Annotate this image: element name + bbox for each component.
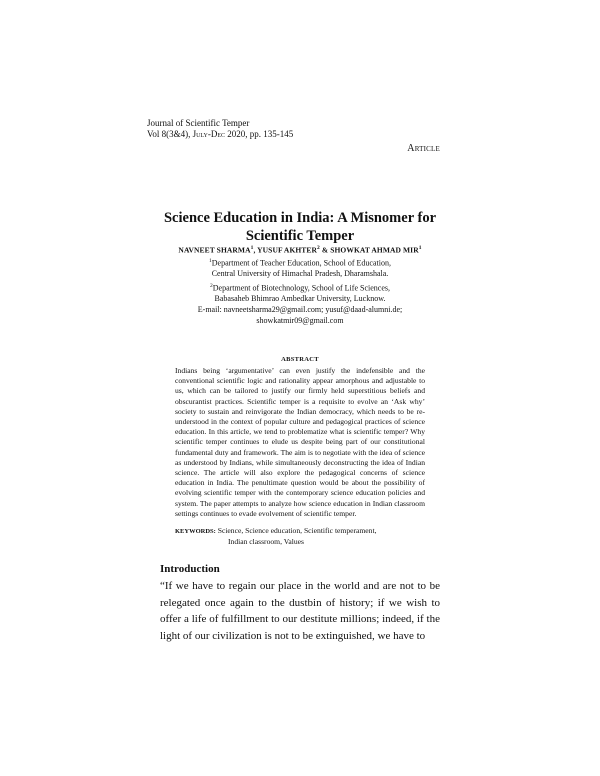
affiliation-1: $^1$Department of Teacher Education, School of Education, Central University of Himachal Pradesh, Dharamshala.: [209, 258, 391, 279]
affiliation-2: $^2$Department of Biotechnology, School of Life Sciences, Babasaheb Bhimrao Ambedkar University, Lucknow.: [210, 283, 390, 304]
journal-volume: Vol 8(3&4), July-Dec 2020, pp. 135-145: [147, 129, 294, 139]
abstract-text: Indians being ‘argumentative’ can even justify the indefensible and the conventional scientific logic and rationality appear amorphous and adjustable to us, which can be tailored to justify our firmly held superstitious beliefs and obscurantist practices. Scientific temper is a requisite to evolve an ‘Ask why’ society to sustain and reinvigorate the Indian democracy, which needs to be re-understood in the context of popular culture and pedagogical practices of science education. In this article, we tend to problematize what is scientific temper? Why scientific temper continues to elude us despite being part of our constitutional fundamental duty and framework. The aim is to negotiate with the idea of science as understood by Indians, while simultaneously deconstructing the idea of Indian science. The article will also explore the pedagogical concerns of science education in India. The penultimate question would be about the possibility of evolving scientific temper with the contemporary science education policies and system. The paper attempts to analyze how science education in Indian classroom settings continues to evade evolvement of scientific temper.: [175, 366, 425, 518]
article-type-label: Article: [407, 143, 440, 154]
section-heading-introduction: Introduction: [160, 563, 220, 575]
author-name: NAVNEET SHARMA: [178, 245, 251, 255]
journal-name: Journal of Scientific Temper: [147, 118, 250, 128]
introduction-text: “If we have to regain our place in the world and are not to be relegated once again to the dustbin of history; if we wish to offer a life of fulfillment to our destitute millions; indeed, if the light of our civilization is not to be extinguished, we have to: [160, 580, 440, 642]
keywords-label: KEYWORDS:: [175, 528, 216, 535]
abstract-heading: ABSTRACT: [281, 356, 319, 363]
paper-title: Science Education in India: A Misnomer for Scientific Temper: [163, 210, 437, 244]
author-emails: E-mail: navneetsharma29@gmail.com; yusuf@daad-alumni.de; showkatmir09@gmail.com: [197, 305, 403, 325]
author-name: SHOWKAT AHMAD MIR: [330, 245, 419, 255]
author-list: NAVNEET SHARMA$^1$, YUSUF AKHTER$^2$ & SHOWKAT AHMAD MIR$^1$: [178, 245, 422, 255]
author-name: YUSUF AKHTER: [257, 245, 318, 255]
keywords: KEYWORDS: Science, Science education, Scientific temperament, Indian classroom, Values: [175, 526, 377, 547]
